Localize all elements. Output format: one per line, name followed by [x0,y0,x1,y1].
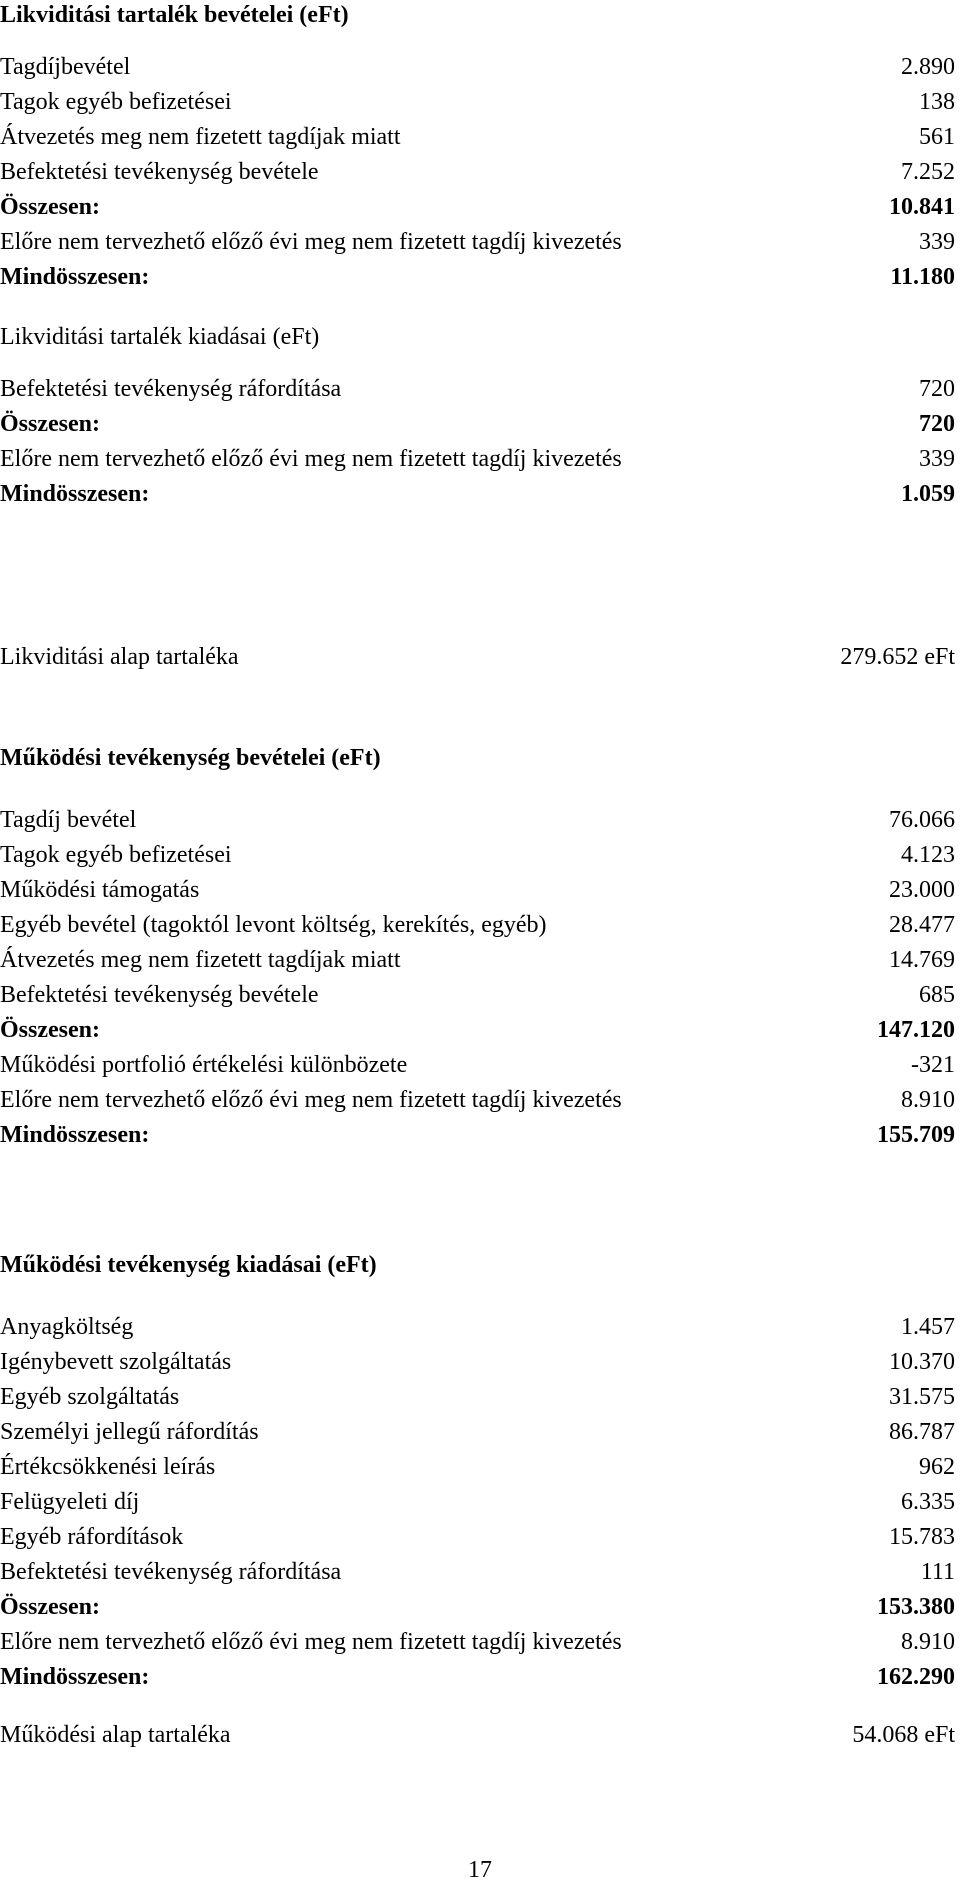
row-label: Tagok egyéb befizetései [0,842,232,868]
row-value: 147.120 [877,1017,955,1043]
table-row [0,1347,960,1382]
grand-total-row [0,262,960,297]
row-value: 2.890 [901,54,955,80]
table-row [0,52,960,87]
table-row [0,980,960,1015]
row-label: Átvezetés meg nem fizetett tagdíjak miatt [0,947,401,973]
row-label: Anyagköltség [0,1314,134,1340]
row-label: Összesen: [0,194,100,220]
row-label: Összesen: [0,411,100,437]
row-label: Előre nem tervezhető előző évi meg nem fizetett tagdíj kivezetés [0,229,622,255]
row-label: Összesen: [0,1017,100,1043]
row-value: 153.380 [877,1594,955,1620]
rows-container [0,805,960,1155]
row-value: 162.290 [877,1664,955,1690]
row-value: 28.477 [889,912,955,938]
table-row [0,227,960,262]
rows-container [0,1312,960,1697]
row-label: Előre nem tervezhető előző évi meg nem fizetett tagdíj kivezetés [0,1087,622,1113]
row-value: -321 [911,1052,955,1078]
operating-reserve-line [0,1720,960,1755]
table-row [0,1382,960,1417]
table-row [0,1627,960,1662]
table-row [0,945,960,980]
rows-container [0,374,960,514]
row-value: 7.252 [901,159,955,185]
row-value: 15.783 [889,1524,955,1550]
row-value: 111 [920,1559,955,1585]
row-value: 4.123 [901,842,955,868]
total-row [0,1015,960,1050]
table-row [0,1522,960,1557]
row-value: 138 [919,89,955,115]
table-row [0,805,960,840]
section-title: Működési tevékenység bevételei (eFt) [0,745,381,771]
row-value: 11.180 [890,264,955,290]
row-label: Befektetési tevékenység ráfordítása [0,1559,342,1585]
table-row [0,374,960,409]
row-label: Felügyeleti díj [0,1489,140,1515]
row-label: Működési támogatás [0,877,200,903]
table-row [0,157,960,192]
row-label: Egyéb bevétel (tagoktól levont költség, kerekítés, egyéb) [0,912,547,938]
row-value: 685 [919,982,955,1008]
rows-container [0,52,960,297]
operating-reserve-label: Működési alap tartaléka [0,1722,231,1748]
total-row [0,192,960,227]
table-row [0,875,960,910]
row-label: Befektetési tevékenység bevétele [0,982,319,1008]
section-title: Likviditási tartalék bevételei (eFt) [0,2,349,28]
row-value: 76.066 [889,807,955,833]
row-label: Befektetési tevékenység ráfordítása [0,376,342,402]
row-value: 339 [919,229,955,255]
grand-total-row [0,1662,960,1697]
row-label: Tagok egyéb befizetései [0,89,232,115]
total-row [0,409,960,444]
row-label: Igénybevett szolgáltatás [0,1349,232,1375]
row-value: 962 [919,1454,955,1480]
table-row [0,1417,960,1452]
grand-total-row [0,1120,960,1155]
table-row [0,1085,960,1120]
row-value: 155.709 [877,1122,955,1148]
row-value: 339 [919,446,955,472]
liquidity-reserve-line [0,642,960,677]
row-label: Összesen: [0,1594,100,1620]
table-row [0,1557,960,1592]
page-number: 17 [468,1857,492,1883]
row-label: Mindösszesen: [0,481,150,507]
table-row [0,1452,960,1487]
row-value: 8.910 [901,1087,955,1113]
row-value: 14.769 [889,947,955,973]
row-label: Átvezetés meg nem fizetett tagdíjak miatt [0,124,401,150]
row-value: 31.575 [889,1384,955,1410]
row-label: Mindösszesen: [0,1122,150,1148]
row-value: 561 [919,124,955,150]
row-label: Előre nem tervezhető előző évi meg nem fizetett tagdíj kivezetés [0,446,622,472]
table-row [0,1050,960,1085]
row-value: 23.000 [889,877,955,903]
table-row [0,122,960,157]
row-label: Tagdíjbevétel [0,54,131,80]
section-title: Működési tevékenység kiadásai (eFt) [0,1252,377,1278]
row-label: Mindösszesen: [0,1664,150,1690]
row-label: Működési portfolió értékelési különbözete [0,1052,408,1078]
liquidity-reserve-label: Likviditási alap tartaléka [0,644,239,670]
table-row [0,1487,960,1522]
row-label: Befektetési tevékenység bevétele [0,159,319,185]
grand-total-row [0,479,960,514]
row-value: 720 [919,376,955,402]
row-label: Értékcsökkenési leírás [0,1454,216,1480]
row-label: Személyi jellegű ráfordítás [0,1419,259,1445]
row-value: 1.059 [901,481,955,507]
row-value: 720 [919,411,955,437]
row-value: 10.370 [889,1349,955,1375]
row-value: 10.841 [889,194,955,220]
row-value: 1.457 [901,1314,955,1340]
liquidity-reserve-value: 279.652 eFt [840,644,955,670]
operating-reserve-value: 54.068 eFt [852,1722,955,1748]
section-title: Likviditási tartalék kiadásai (eFt) [0,324,320,350]
row-label: Tagdíj bevétel [0,807,137,833]
row-label: Egyéb ráfordítások [0,1524,184,1550]
row-value: 86.787 [889,1419,955,1445]
table-row [0,910,960,945]
row-value: 6.335 [901,1489,955,1515]
table-row [0,840,960,875]
total-row [0,1592,960,1627]
table-row [0,444,960,479]
table-row [0,87,960,122]
row-label: Mindösszesen: [0,264,150,290]
table-row [0,1312,960,1347]
row-value: 8.910 [901,1629,955,1655]
row-label: Egyéb szolgáltatás [0,1384,180,1410]
row-label: Előre nem tervezhető előző évi meg nem fizetett tagdíj kivezetés [0,1629,622,1655]
